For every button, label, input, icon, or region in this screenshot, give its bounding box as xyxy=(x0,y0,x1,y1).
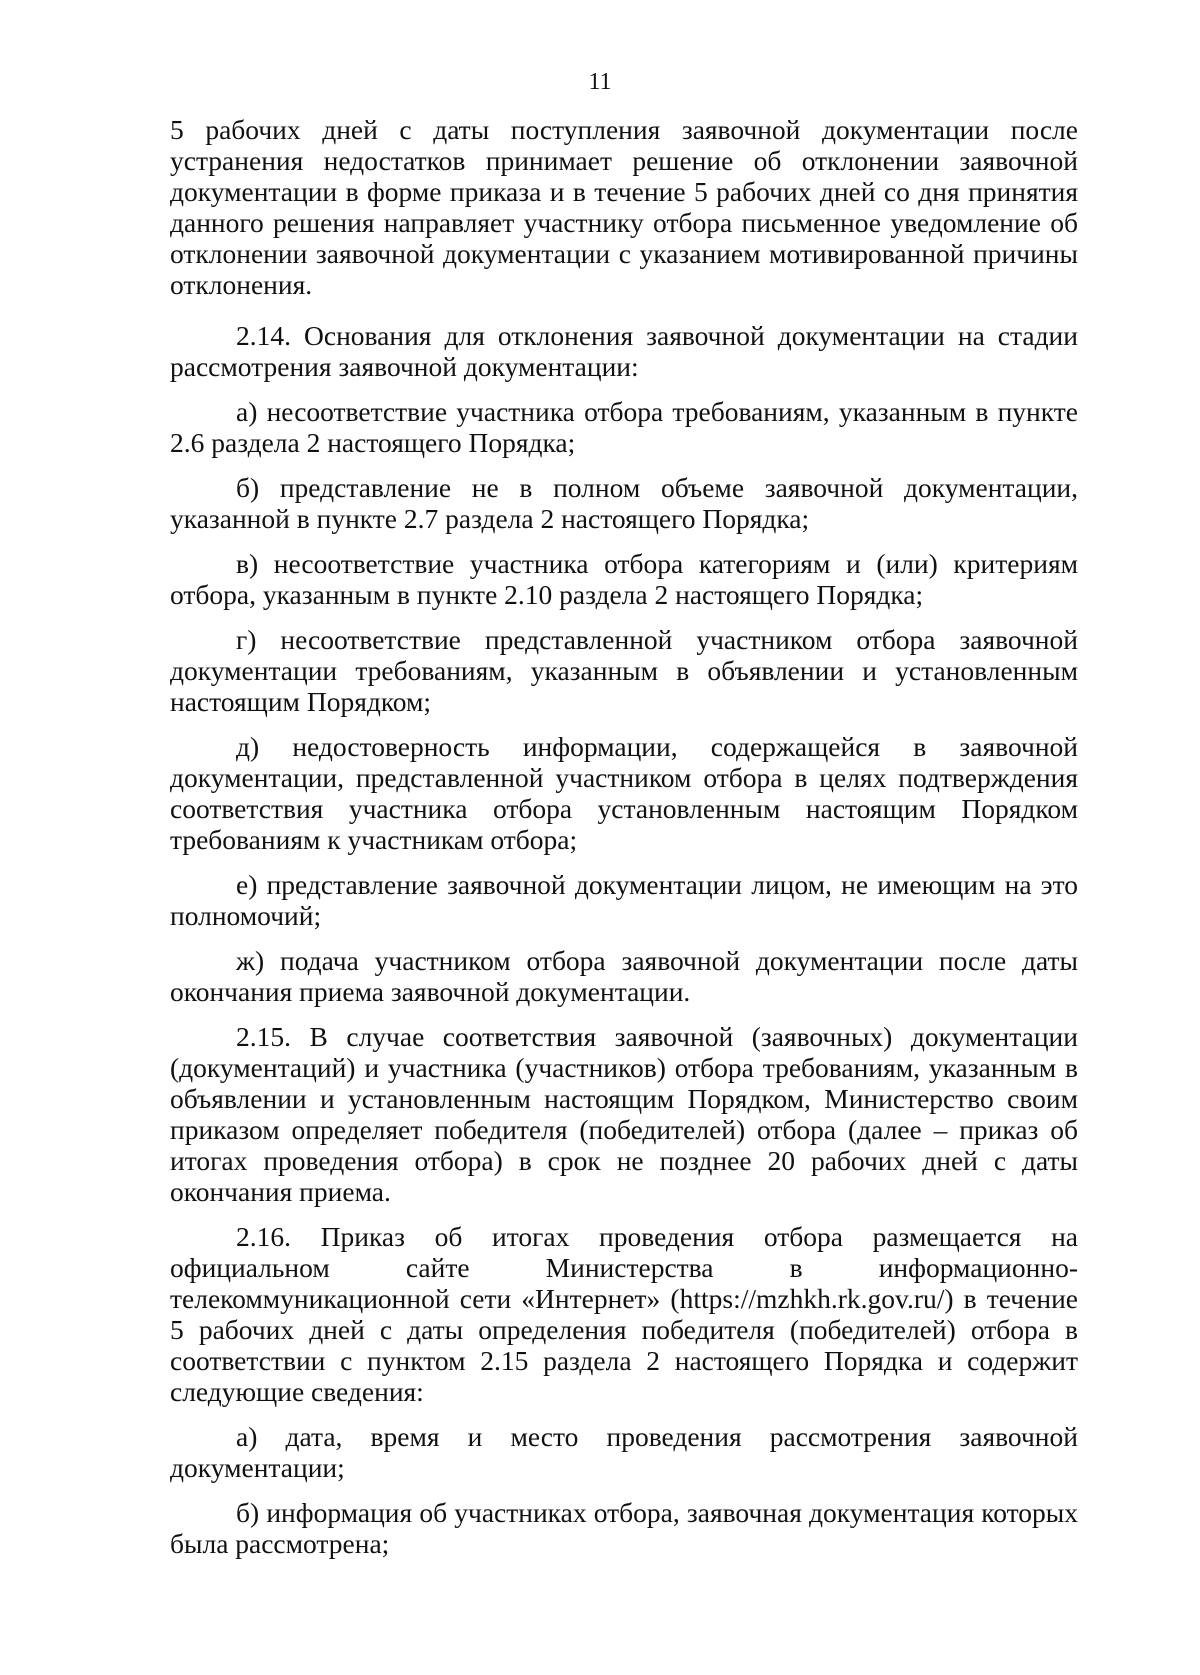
page-number: 11 xyxy=(588,69,612,95)
list-item-g: г) несоответствие представленной участником отбора заявочной документации требованиям, указанным в объявлении и установленным настоящим Порядком; xyxy=(170,624,1078,717)
list-item-e: е) представление заявочной документации лицом, не имеющим на это полномочий; xyxy=(170,869,1078,931)
document-body xyxy=(170,114,1078,1573)
paragraph-2-16: 2.16. Приказ об итогах проведения отбора размещается на официальном сайте Министерства в информационно-телекоммуникационной сети «Интернет» (https://mzhkh.rk.gov.ru/) в течение 5 рабочих дней с даты определения победителя (победителей) отбора в соответствии с пунктом 2.15 раздела 2 настоящего Порядка и содержит следующие сведения: xyxy=(170,1221,1078,1407)
list-item-a-2: а) дата, время и место проведения рассмотрения заявочной документации; xyxy=(170,1421,1078,1483)
list-item-v: в) несоответствие участника отбора категориям и (или) критериям отбора, указанным в пункте 2.10 раздела 2 настоящего Порядка; xyxy=(170,548,1078,610)
paragraph-continuation: 5 рабочих дней с даты поступления заявочной документации после устранения недостатков принимает решение об отклонении заявочной документации в форме приказа и в течение 5 рабочих дней со дня принятия данного решения направляет участнику отбора письменное уведомление об отклонении заявочной документации с указанием мотивированной причины отклонения. xyxy=(170,114,1078,300)
list-item-b: б) представление не в полном объеме заявочной документации, указанной в пункте 2.7 раздела 2 настоящего Порядка; xyxy=(170,472,1078,534)
paragraph-2-14: 2.14. Основания для отклонения заявочной документации на стадии рассмотрения заявочной документации: xyxy=(170,320,1078,382)
list-item-zh: ж) подача участником отбора заявочной документации после даты окончания приема заявочной документации. xyxy=(170,945,1078,1007)
list-item-a: а) несоответствие участника отбора требованиям, указанным в пункте 2.6 раздела 2 настоящего Порядка; xyxy=(170,396,1078,458)
list-item-d: д) недостоверность информации, содержащейся в заявочной документации, представленной участником отбора в целях подтверждения соответствия участника отбора установленным настоящим Порядком требованиям к участникам отбора; xyxy=(170,731,1078,855)
paragraph-2-15: 2.15. В случае соответствия заявочной (заявочных) документации (документаций) и участника (участников) отбора требованиям, указанным в объявлении и установленным настоящим Порядком, Министерство своим приказом определяет победителя (победителей) отбора (далее – приказ об итогах проведения отбора) в срок не позднее 20 рабочих дней с даты окончания приема. xyxy=(170,1021,1078,1207)
list-item-b-2: б) информация об участниках отбора, заявочная документация которых была рассмотрена; xyxy=(170,1497,1078,1559)
